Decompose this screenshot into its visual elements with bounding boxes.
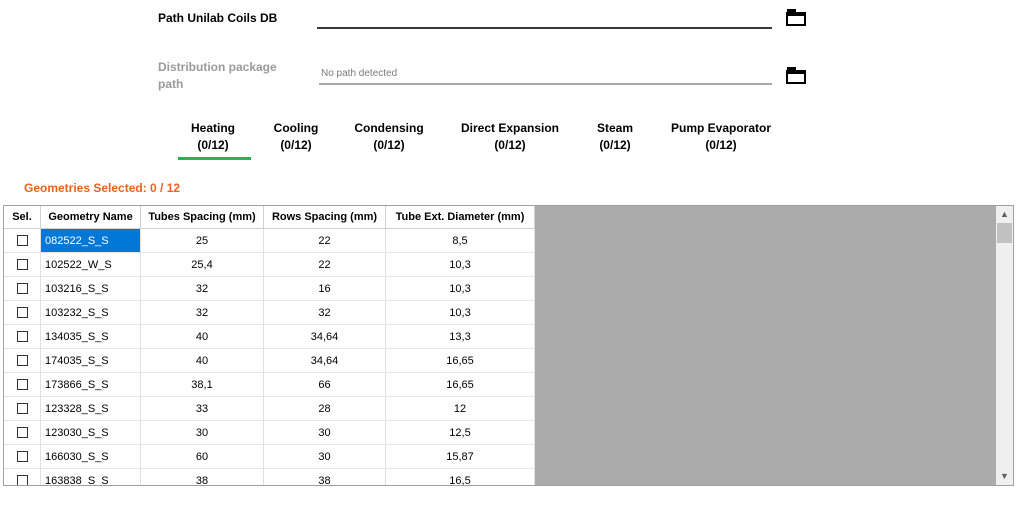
select-checkbox[interactable] — [17, 403, 28, 414]
tube-diameter-cell[interactable]: 10,3 — [386, 253, 535, 277]
select-checkbox[interactable] — [17, 283, 28, 294]
geometry-name-cell[interactable]: 102522_W_S — [41, 253, 141, 277]
geometry-name-cell[interactable]: 163838_S_S — [41, 469, 141, 487]
select-checkbox[interactable] — [17, 307, 28, 318]
tab-label: Heating — [190, 121, 236, 135]
select-checkbox[interactable] — [17, 355, 28, 366]
select-checkbox[interactable] — [17, 475, 28, 486]
tube-diameter-cell[interactable]: 12,5 — [386, 421, 535, 445]
col-header-rows-spacing[interactable]: Rows Spacing (mm) — [264, 206, 386, 229]
rows-spacing-cell[interactable]: 66 — [264, 373, 386, 397]
select-checkbox[interactable] — [17, 259, 28, 270]
tab-direct-expansion[interactable] — [461, 120, 559, 154]
geometry-name-cell[interactable]: 134035_S_S — [41, 325, 141, 349]
col-header-tubes-spacing[interactable]: Tubes Spacing (mm) — [141, 206, 264, 229]
tab-steam[interactable] — [597, 120, 633, 154]
select-checkbox[interactable] — [17, 379, 28, 390]
folder-browse-icon[interactable] — [786, 66, 806, 84]
col-header-select[interactable]: Sel. — [4, 206, 41, 229]
tab-count: (0/12) — [197, 138, 229, 152]
tab-condensing[interactable] — [354, 120, 423, 154]
rows-spacing-cell[interactable]: 30 — [264, 421, 386, 445]
scrollbar-thumb[interactable] — [997, 223, 1012, 243]
tab-label: Steam — [596, 121, 634, 135]
vertical-scrollbar[interactable] — [996, 206, 1013, 485]
geometry-name-cell[interactable]: 123030_S_S — [41, 421, 141, 445]
table-row[interactable] — [4, 229, 535, 253]
tab-count: (0/12) — [705, 138, 737, 152]
select-checkbox[interactable] — [17, 451, 28, 462]
tubes-spacing-cell[interactable]: 32 — [141, 277, 264, 301]
table-row[interactable] — [4, 373, 535, 397]
geometry-name-cell[interactable]: 173866_S_S — [41, 373, 141, 397]
tab-count: (0/12) — [280, 138, 312, 152]
table-row[interactable] — [4, 277, 535, 301]
table-row[interactable] — [4, 469, 535, 487]
tab-label: Direct Expansion — [460, 121, 560, 135]
tab-cooling[interactable] — [274, 120, 319, 154]
tubes-spacing-cell[interactable]: 33 — [141, 397, 264, 421]
select-cell[interactable] — [4, 253, 41, 277]
folder-browse-icon[interactable] — [786, 8, 806, 26]
tube-diameter-cell[interactable]: 12 — [386, 397, 535, 421]
tubes-spacing-cell[interactable]: 30 — [141, 421, 264, 445]
select-cell[interactable] — [4, 421, 41, 445]
geometry-rows — [4, 229, 535, 487]
tab-label: Pump Evaporator — [670, 121, 772, 135]
distribution-path-input[interactable]: No path detected — [321, 68, 398, 79]
table-row[interactable] — [4, 445, 535, 469]
tube-diameter-cell[interactable]: 8,5 — [386, 229, 535, 253]
rows-spacing-cell[interactable]: 16 — [264, 277, 386, 301]
select-cell[interactable] — [4, 445, 41, 469]
geometries-selected-status: Geometries Selected: 0 / 12 — [24, 181, 181, 195]
geometry-name-cell[interactable]: 082522_S_S — [41, 229, 141, 253]
table-row[interactable] — [4, 421, 535, 445]
col-header-geometry-name[interactable]: Geometry Name — [41, 206, 141, 229]
table-row[interactable] — [4, 301, 535, 325]
tubes-spacing-cell[interactable]: 38,1 — [141, 373, 264, 397]
tab-count: (0/12) — [373, 138, 405, 152]
tubes-spacing-cell[interactable]: 25,4 — [141, 253, 264, 277]
tubes-spacing-cell[interactable]: 40 — [141, 325, 264, 349]
table-row[interactable] — [4, 253, 535, 277]
rows-spacing-cell[interactable]: 32 — [264, 301, 386, 325]
select-cell[interactable] — [4, 373, 41, 397]
tab-count: (0/12) — [494, 138, 526, 152]
geometry-name-cell[interactable]: 103216_S_S — [41, 277, 141, 301]
path-unilab-label: Path Unilab Coils DB — [158, 11, 278, 25]
tube-diameter-cell[interactable]: 10,3 — [386, 277, 535, 301]
tubes-spacing-cell[interactable]: 60 — [141, 445, 264, 469]
geometry-name-cell[interactable]: 103232_S_S — [41, 301, 141, 325]
geometry-grid[interactable] — [3, 205, 1014, 486]
tubes-spacing-cell[interactable]: 40 — [141, 349, 264, 373]
path-unilab-field[interactable] — [317, 27, 772, 29]
geometry-name-cell[interactable]: 166030_S_S — [41, 445, 141, 469]
table-row[interactable] — [4, 325, 535, 349]
table-row[interactable] — [4, 349, 535, 373]
geometry-name-cell[interactable]: 123328_S_S — [41, 397, 141, 421]
tube-diameter-cell[interactable]: 15,87 — [386, 445, 535, 469]
select-checkbox[interactable] — [17, 235, 28, 246]
select-checkbox[interactable] — [17, 427, 28, 438]
tab-label: Cooling — [273, 121, 319, 135]
rows-spacing-cell[interactable]: 30 — [264, 445, 386, 469]
tubes-spacing-cell[interactable]: 38 — [141, 469, 264, 487]
tube-diameter-cell[interactable]: 16,5 — [386, 469, 535, 487]
rows-spacing-cell[interactable]: 22 — [264, 253, 386, 277]
geometry-table — [4, 206, 535, 486]
geometry-name-cell[interactable]: 174035_S_S — [41, 349, 141, 373]
col-header-tube-diameter[interactable]: Tube Ext. Diameter (mm) — [386, 206, 535, 229]
select-cell[interactable] — [4, 397, 41, 421]
rows-spacing-cell[interactable]: 28 — [264, 397, 386, 421]
tab-heating[interactable] — [191, 120, 235, 154]
table-row[interactable] — [4, 397, 535, 421]
select-cell[interactable] — [4, 301, 41, 325]
tab-bar — [0, 120, 1024, 160]
rows-spacing-cell[interactable]: 22 — [264, 229, 386, 253]
tubes-spacing-cell[interactable]: 32 — [141, 301, 264, 325]
tab-pump-evaporator[interactable] — [671, 120, 771, 154]
tube-diameter-cell[interactable]: 10,3 — [386, 301, 535, 325]
rows-spacing-cell[interactable]: 38 — [264, 469, 386, 487]
select-cell[interactable] — [4, 349, 41, 373]
distribution-path-label: Distribution package path — [158, 60, 277, 91]
select-checkbox[interactable] — [17, 331, 28, 342]
rows-spacing-cell[interactable]: 34,64 — [264, 325, 386, 349]
tubes-spacing-cell[interactable]: 25 — [141, 229, 264, 253]
tube-diameter-cell[interactable]: 16,65 — [386, 373, 535, 397]
tube-diameter-cell[interactable]: 16,65 — [386, 349, 535, 373]
active-tab-indicator — [178, 157, 251, 160]
tab-count: (0/12) — [599, 138, 631, 152]
select-cell[interactable] — [4, 325, 41, 349]
scroll-up-icon[interactable]: ▲ — [1000, 209, 1009, 219]
tube-diameter-cell[interactable]: 13,3 — [386, 325, 535, 349]
tab-label: Condensing — [354, 121, 424, 135]
distribution-path-underline — [319, 83, 772, 85]
rows-spacing-cell[interactable]: 34,64 — [264, 349, 386, 373]
select-cell[interactable] — [4, 277, 41, 301]
select-cell[interactable] — [4, 469, 41, 487]
scroll-down-icon[interactable]: ▼ — [1000, 471, 1009, 481]
select-cell[interactable] — [4, 229, 41, 253]
